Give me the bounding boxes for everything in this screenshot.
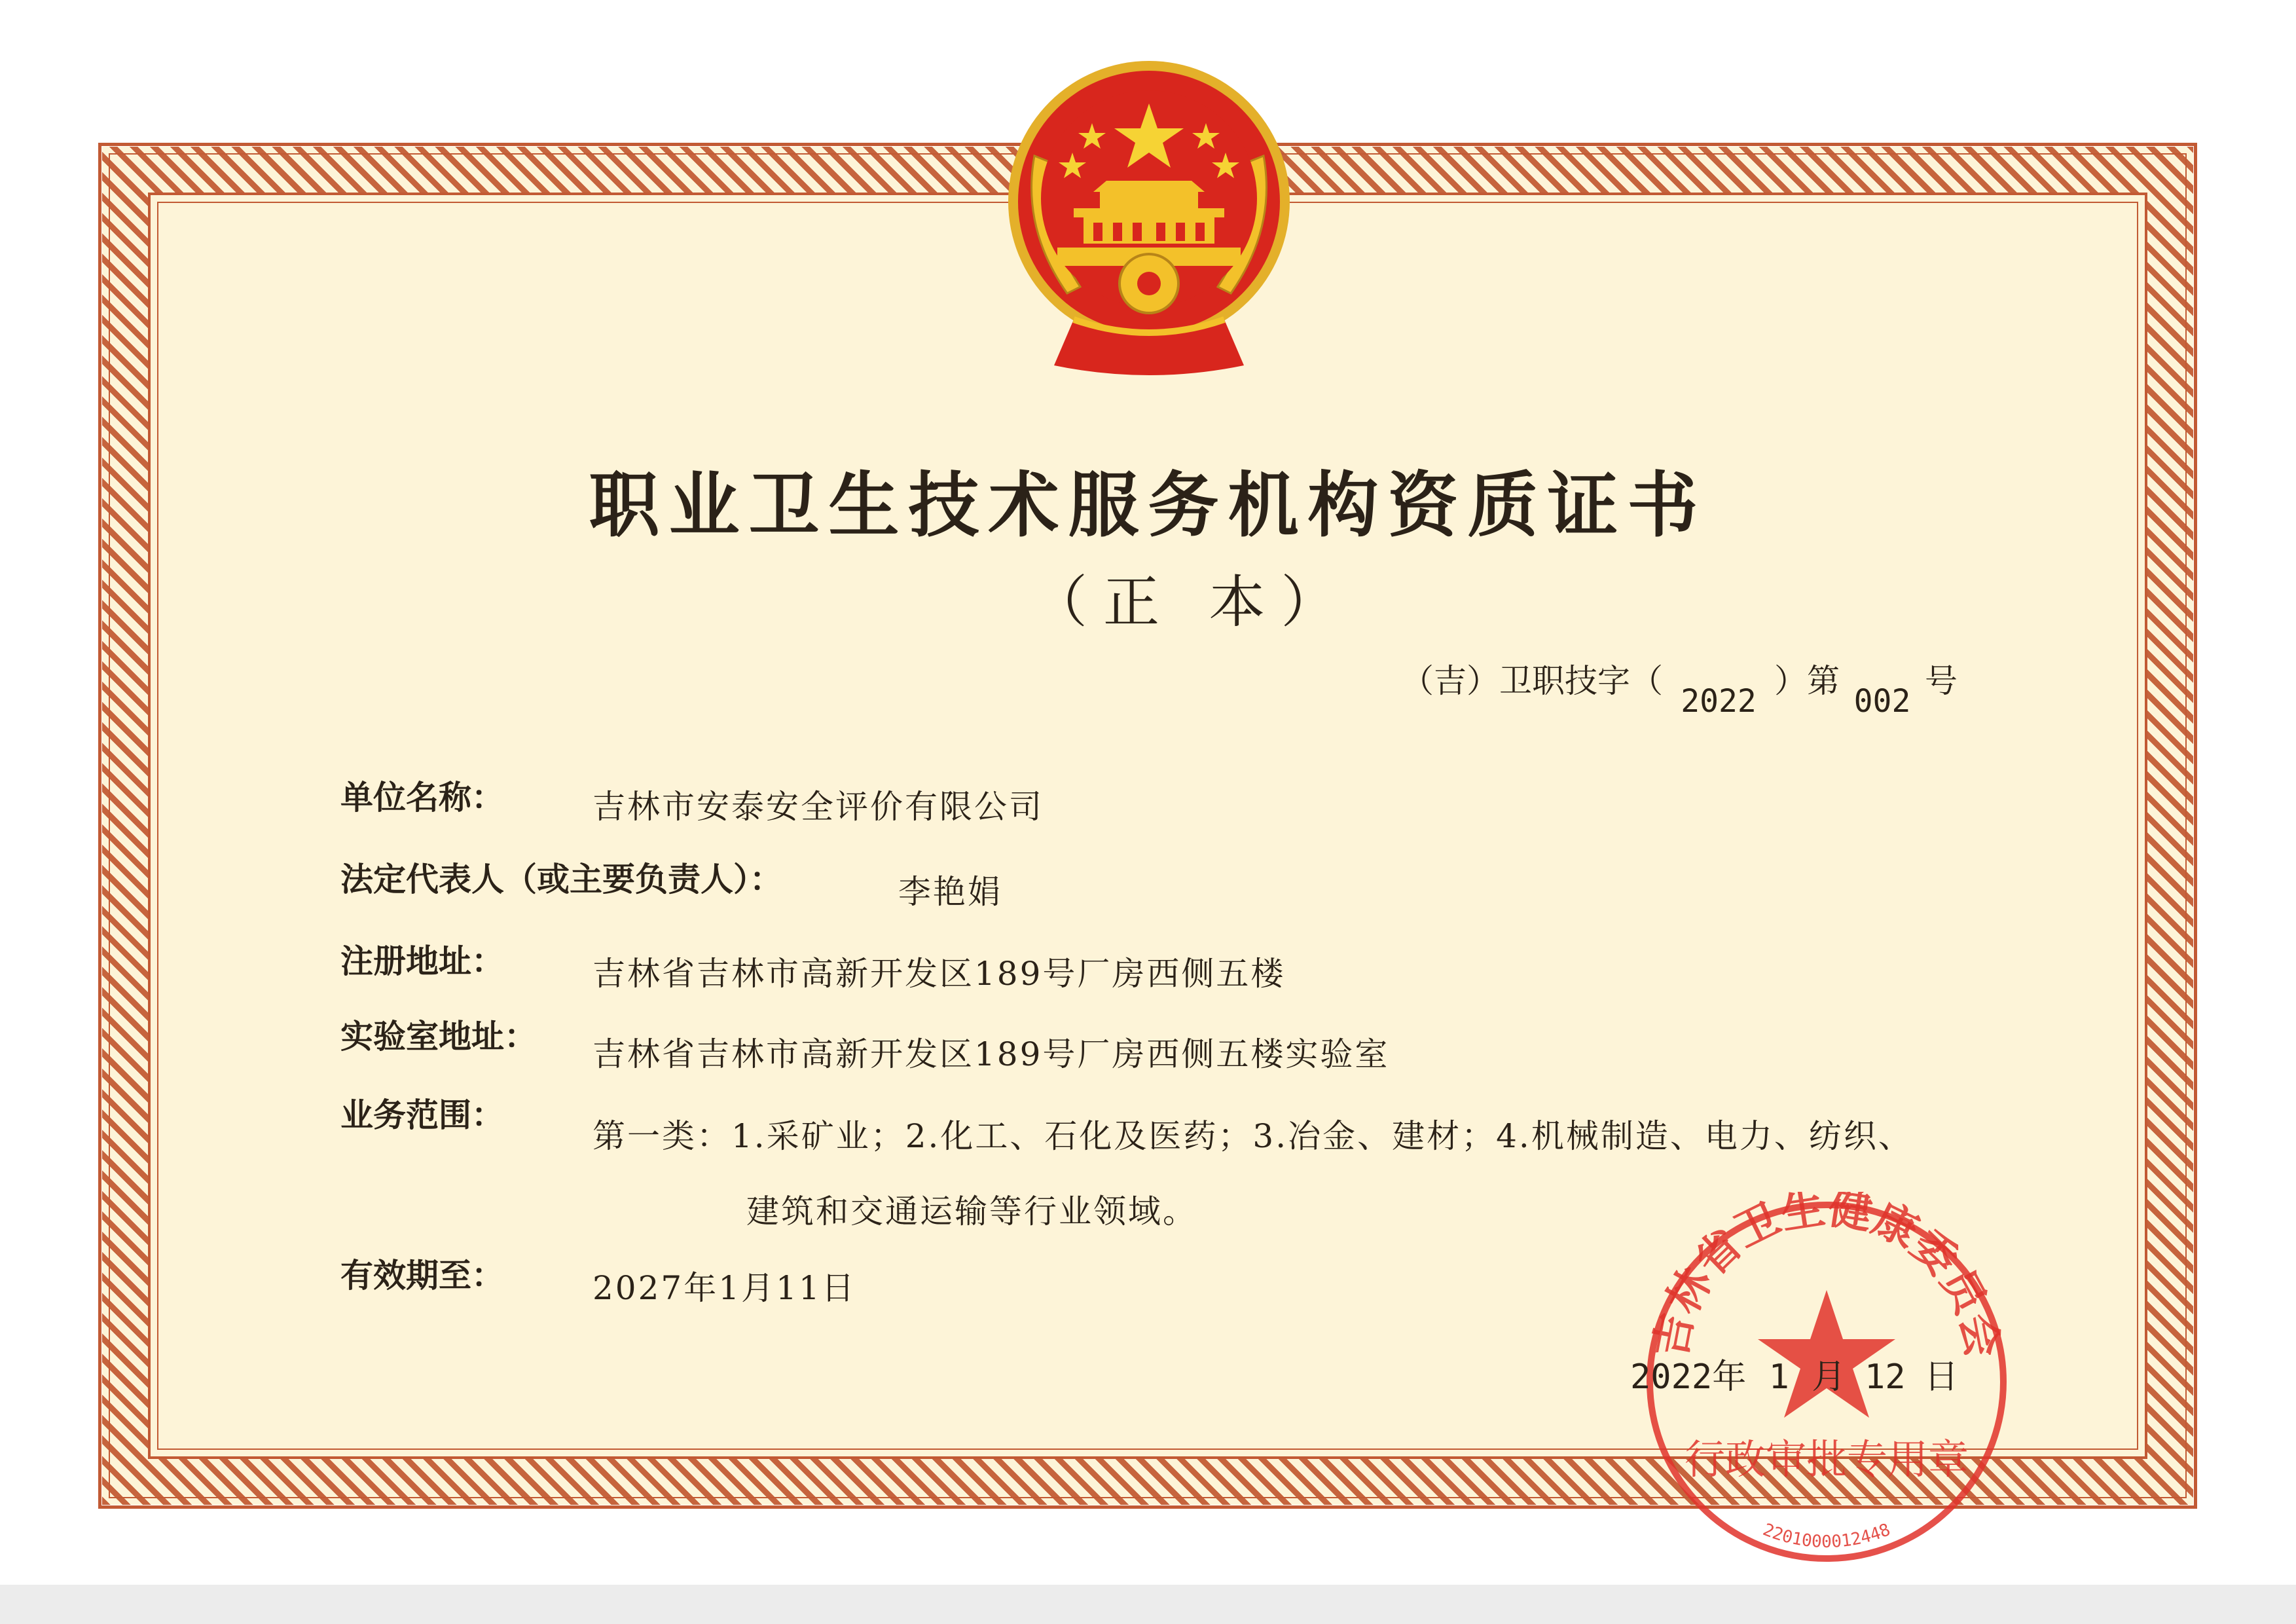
scope-label: 业务范围： [340, 1096, 504, 1134]
unit-name-label: 单位名称： [340, 779, 504, 817]
cert-no-middle: ）第 [1774, 662, 1840, 700]
cert-no-prefix: （吉）卫职技字（ [1401, 662, 1663, 700]
issue-month: 1 [1768, 1357, 1789, 1397]
reg-address-label: 注册地址： [340, 942, 504, 980]
svg-text:2201000012448 [1760, 1520, 1893, 1552]
issue-day: 12 [1864, 1357, 1906, 1397]
cert-no-year: 2022 [1681, 683, 1757, 720]
cert-no-suffix: 号 [1925, 662, 1958, 700]
scan-edge [0, 1585, 2296, 1624]
cert-no-number: 002 [1853, 683, 1911, 720]
lab-address-label: 实验室地址： [340, 1018, 537, 1056]
legal-rep-label: 法定代表人（或主要负责人）： [340, 860, 782, 898]
issue-year: 2022 [1630, 1357, 1713, 1397]
lab-address-value: 吉林省吉林市高新开发区189号厂房西侧五楼实验室 [592, 1035, 1390, 1073]
certificate-number [1401, 655, 1958, 720]
seal-bottom-text: 行政审批专用章 [1684, 1435, 1969, 1483]
issue-month-unit: 月 [1812, 1357, 1846, 1397]
valid-until-value: 2027年1月11日 [592, 1269, 856, 1307]
seal-code: 2201000012448 [1760, 1520, 1893, 1552]
scope-line-2: 建筑和交通运输等行业领域。 [746, 1192, 1197, 1230]
issue-day-unit: 日 [1924, 1357, 1959, 1397]
seal-arc-textpath: 吉林省卫生健康委员会 [1645, 1192, 2009, 1362]
valid-until-label: 有效期至： [340, 1257, 504, 1295]
unit-name-value: 吉林市安泰安全评价有限公司 [592, 788, 1044, 826]
page-title: 职业卫生技术服务机构资质证书 [589, 465, 1707, 547]
legal-rep-value: 李艳娟 [898, 873, 1002, 911]
reg-address-value: 吉林省吉林市高新开发区189号厂房西侧五楼 [592, 955, 1286, 993]
issue-date [1630, 1349, 1958, 1398]
national-emblem-icon [995, 58, 1303, 392]
issue-year-unit: 年 [1712, 1357, 1747, 1397]
scope-line-1: 第一类：1.采矿业；2.化工、石化及医药；3.冶金、建材；4.机械制造、电力、纺织、 [592, 1117, 1913, 1155]
page-subtitle: （正 本） [1031, 570, 1353, 635]
